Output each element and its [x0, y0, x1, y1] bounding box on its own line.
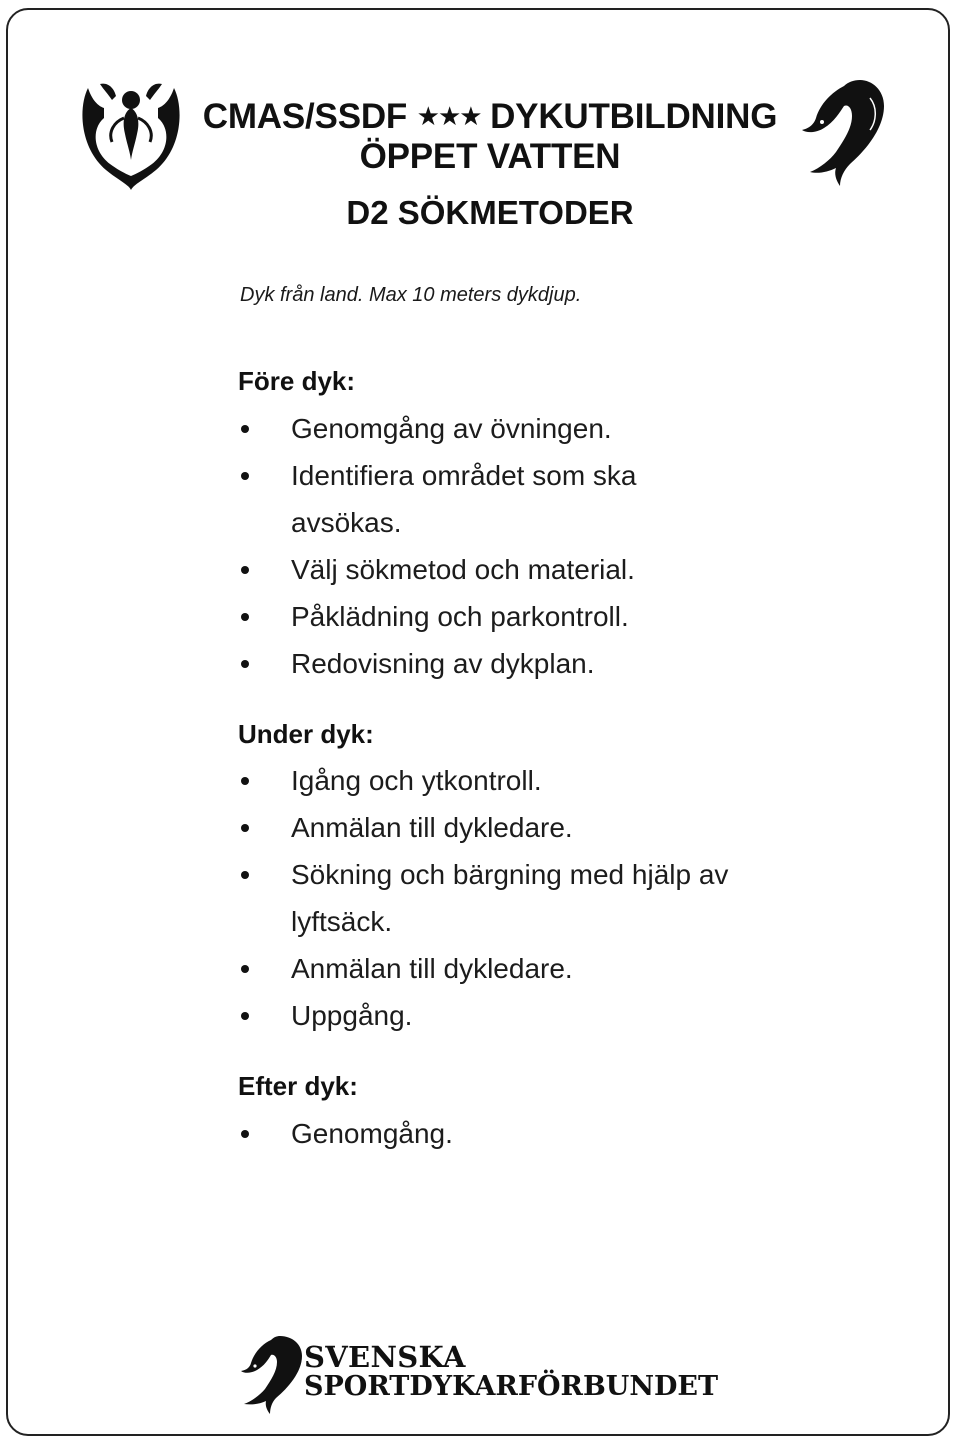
bullet-icon: [241, 660, 249, 668]
bullet-icon: [241, 613, 249, 621]
list-item-text: Välj sökmetod och material.: [291, 554, 635, 585]
title-line-1: [160, 96, 820, 137]
list-item: [238, 452, 731, 546]
list-fore-dyk: [238, 405, 731, 687]
bullet-icon: [241, 566, 249, 574]
list-item: [238, 405, 731, 452]
list-item-text: Identifiera området som ska avsökas.: [291, 460, 637, 538]
bullet-icon: [241, 1130, 249, 1138]
list-item-text: Påklädning och parkontroll.: [291, 601, 629, 632]
list-item-text: Anmälan till dykledare.: [291, 812, 573, 843]
bullet-icon: [241, 871, 249, 879]
intro-text: Dyk från land. Max 10 meters dykdjup.: [240, 284, 582, 306]
bullet-icon: [241, 425, 249, 433]
star-rating-icon: ★★★: [416, 101, 481, 131]
section-heading-under-dyk: Under dyk:: [238, 719, 374, 749]
list-under-dyk: [238, 757, 731, 1039]
list-item: [238, 945, 731, 992]
bullet-icon: [241, 1012, 249, 1020]
bullet-icon: [241, 472, 249, 480]
org-name-line-1: SVENSKA: [304, 1340, 466, 1374]
list-item: [238, 546, 731, 593]
list-item-text: Uppgång.: [291, 1000, 413, 1031]
list-item: [238, 851, 731, 945]
list-item: [238, 757, 731, 804]
list-item-text: Sökning och bärgning med hjälp av lyftsäck.: [291, 859, 729, 937]
section-heading-efter-dyk: Efter dyk:: [238, 1071, 358, 1101]
list-item-text: Genomgång.: [291, 1118, 453, 1149]
list-item: [238, 640, 731, 687]
list-item-text: Redovisning av dykplan.: [291, 648, 595, 679]
footer-logo: [240, 1330, 720, 1420]
title-prefix: CMAS/SSDF: [202, 97, 408, 136]
title-suffix: DYKUTBILDNING: [490, 97, 778, 136]
list-item: [238, 1110, 731, 1157]
title-block: [160, 96, 820, 177]
bullet-icon: [241, 777, 249, 785]
list-item: [238, 593, 731, 640]
list-item-text: Anmälan till dykledare.: [291, 953, 573, 984]
list-item-text: Genomgång av övningen.: [291, 413, 612, 444]
list-efter-dyk: [238, 1110, 731, 1157]
title-line-2: ÖPPET VATTEN: [359, 137, 621, 176]
bullet-icon: [241, 965, 249, 973]
organization-name: [304, 1342, 718, 1402]
ssdf-dolphin-icon: [240, 1334, 304, 1416]
org-name-line-2: SPORTDYKARFÖRBUNDET: [304, 1371, 719, 1402]
list-item: [238, 804, 731, 851]
section-heading-fore-dyk: Före dyk:: [238, 366, 356, 396]
list-item-text: Igång och ytkontroll.: [291, 765, 542, 796]
page-title: D2 SÖKMETODER: [346, 194, 634, 231]
list-item: [238, 992, 731, 1039]
bullet-icon: [241, 824, 249, 832]
